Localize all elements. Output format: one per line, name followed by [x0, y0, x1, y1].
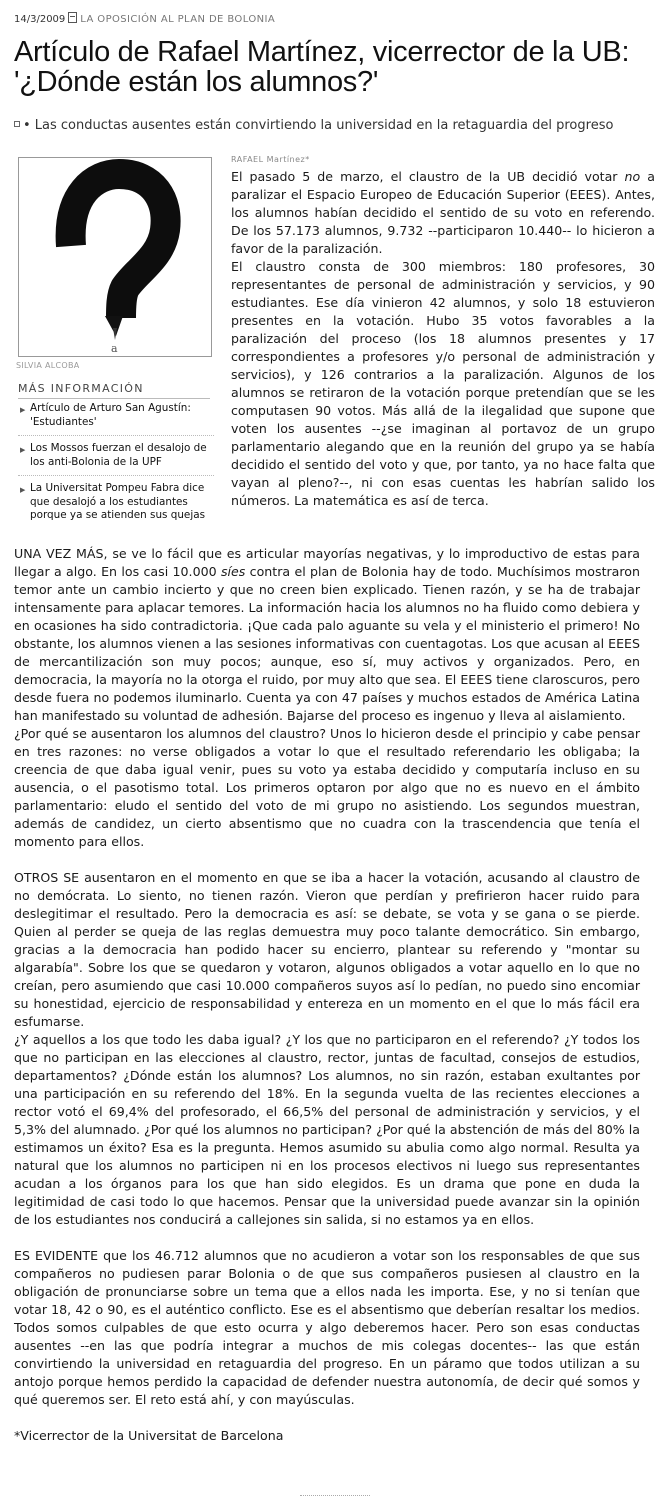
lead-paragraph-2: El claustro consta de 300 miembros: 180 profesores, 30 representantes de personal de administración y servicios, y 90 estudiantes. Ese día vinieron 42 alumnos, y solo 18 estuvieron presentes en la votación. Hubo 35 votos favorables a la paralización del proceso (los 18 alumnos presentes y 17 correspondientes a profesores y/o personal de administración y servicios), y 126 contrarios a la paralización. Algunos de los alumnos se retiraron de la votación porque pretendían que se les computasen 90 votos. Más allá de la ilegalidad que supone que voten los ausentes --¿se imaginan al portavoz de un grupo parlamentario alegando que en la reunión del grupo ya se había decidido el sentido del voto y que, por tanto, ya no hace falta que vayan al pleno?--, ni con esas cuentas les habrían salido los números. La matemática es así de terca.	[231, 259, 655, 508]
publication-date: 14/3/2009	[14, 14, 66, 25]
author-byline: RAFAEL Martínez*	[231, 155, 310, 164]
more-info-item[interactable]	[18, 482, 214, 529]
photo-credit: SILVIA ALCOBA	[16, 361, 80, 370]
subtitle-bullet-icon	[14, 121, 20, 127]
arrow-right-icon: ▶	[20, 446, 26, 454]
lead-text	[231, 168, 655, 510]
body-paragraph-5: ES EVIDENTE que los 46.712 alumnos que no acudieron a votar son los responsables de que sus compañeros no pudiesen parar Bolonia o de que sus compañeros pusiesen al claustro en la obligación de pronunciarse sobre un tema que a ellos nada les importa. Ese, y no si tenían que votar 18, 42 o 90, es el auténtico conflicto. Ese es el absentismo que deberían resaltar los medios. Todos somos culpables de que esto ocurra y algo deberemos hacer. Pero son esas conductas ausentes --en las que podría integrar a muchos de mis colegas docentes-- las que están convirtiendo la universidad en retaguardia del progreso. En un páramo que todos utilizan a su antojo porque hemos perdido la capacidad de defender nuestra autonomía, de decir qué somos y qué queremos ser. El reto está ahí, y con mayúsculas.	[14, 1248, 640, 1407]
article-subtitle	[14, 118, 613, 133]
question-mark-pencil-illustration	[19, 158, 211, 356]
article-meta	[14, 12, 275, 25]
article-photo[interactable]	[18, 157, 212, 357]
arrow-right-icon: ▶	[20, 406, 26, 414]
more-info-heading: MÁS INFORMACIÓN	[18, 382, 210, 399]
body-p1-after: contra el plan de Bolonia hay de todo. Muchísimos mostraron temor ante un cambio incierto y que no creen bien explicado. Tienen razón, y se ha de trabajar intensamente para aplacar temores. La información hacia los alumnos no ha fluido como debiera y en ocasiones ha sido contradictoria. ¡Que cada palo aguante su vela y el ministerio el primero! No obstante, los alumnos vienen a las sesiones informativas con cuentagotas. Los que acusan al EEES de mercantilización son muy pocos; aunque, eso sí, muy activos y organizados. Pero, en democracia, la mayoría no la otorga el ruido, por muy alto que sea. El EEES tiene claroscuros, pero desde fuera no podemos iluminarlo. Cuenta ya con 47 países y muchos estados de América Latina han manifestado su voluntad de adhesión. Bajarse del proceso es ingenuo y lleva al aislamiento.	[14, 564, 640, 723]
more-info-link[interactable]: Los Mossos fuerzan el desalojo de los anti-Bolonia de la UPF	[30, 442, 207, 468]
lead-emphasis: no	[624, 169, 641, 184]
body-p1-before: UNA VEZ MÁS, se ve lo fácil que es articular mayorías negativas, y lo improductivo de estas para llegar a algo. En los casi 10.000	[14, 546, 640, 579]
body-p1-emphasis: síes	[220, 564, 246, 579]
body-paragraph-2: ¿Por qué se ausentaron los alumnos del claustro? Unos lo hicieron desde el principio y cabe pensar en tres razones: no verse obligados a votar lo que el resultado referendario les obligaba; la creencia de que daba igual venir, pues su voto ya estaba decidido y computaría incluso en su ausencia, o el pasotismo total. Los primeros optaron por algo que no es nuevo en el ámbito parlamentario: eludo el sentido del voto de mi grupo no asistiendo. Los segundos muestran, además de candidez, un cierto absentismo que no cuadra con la trascendencia que tenía el momento para ellos.	[14, 726, 640, 849]
lead-text-before: El pasado 5 de marzo, el claustro de la UB decidió votar	[231, 169, 625, 184]
body-paragraph-1	[14, 545, 640, 725]
section-label[interactable]: LA OPOSICIÓN AL PLAN DE BOLONIA	[80, 14, 276, 25]
arrow-right-icon: ▶	[20, 486, 26, 494]
document-icon	[68, 12, 77, 23]
page-divider	[300, 1495, 370, 1496]
body-paragraph-3: OTROS SE ausentaron en el momento en que se iba a hacer la votación, acusando al claustro de no demócrata. Lo siento, no tienen razón. Vieron que perdían y prefirieron hacer ruido para deslegitimar el resultado. Pero la democracia es así: se debate, se vota y se gana o se pierde. Quien al perder se queja de las reglas demuestra muy poco talante democrático. Sin embargo, gracias a la democracia han podido hacer su encierro, plantear su referendo y "montar su algarabía". Sobre los que se quedaron y votaron, algunos obligados a votar aquello en lo que no creían, pero asumiendo que casi 10.000 compañeros suyos así lo pedían, no puedo sino encomiar su honestidad, ejercicio de responsabilidad y entereza en un momento en el que lo más fácil era esfumarse.	[14, 870, 640, 1029]
article-title: Artículo de Rafael Martínez, vicerrector de la UB: '¿Dónde están los alumnos?'	[14, 36, 630, 98]
body-paragraph-4: ¿Y aquellos a los que todo les daba igual? ¿Y los que no participaron en el referendo? ¿Y todos los que no participan en las elecciones al claustro, rector, juntas de facultad, consejos de estudios, departamentos? ¿Dónde están los alumnos? Los alumnos, no sin razón, estaban exultantes por una participación en su referendo del 18%. En la segunda vuelta de las recientes elecciones a rector votó el 69,4% del profesorado, el 66,5% del personal de administración y servicios, y el 5,3% del alumnado. ¿Por qué los alumnos no participan? ¿Por qué la abstención de más del 80% la estimamos un éxito? Esa es la pregunta. Hemos asumido su abulia como algo normal. Resulta ya natural que los alumnos no participen ni en los procesos electivos ni luego sus representantes acudan a los órganos para los que han sido elegidos. Es un drama que pone en duda la legitimidad de casi todo lo que hacemos. Pensar que la universidad puede avanzar sin la opinión de los estudiantes nos conducirá a callejones sin salida, si no estamos ya en ellos.	[14, 1032, 640, 1227]
more-info-item[interactable]	[18, 402, 214, 436]
subtitle-text: • Las conductas ausentes están convirtiendo la universidad en la retaguardia del progreso	[23, 118, 614, 133]
footnote: *Vicerrector de la Universitat de Barcelona	[14, 1428, 284, 1443]
more-info-list	[18, 402, 214, 535]
article-body	[14, 545, 640, 1445]
photo-signature: a	[111, 342, 118, 355]
more-info-link[interactable]: Artículo de Arturo San Agustín: 'Estudiantes'	[30, 402, 191, 428]
more-info-link[interactable]: La Universitat Pompeu Fabra dice que desalojó a los estudiantes porque ya se atienden sus quejas	[30, 482, 205, 521]
more-info-item[interactable]	[18, 442, 214, 476]
lead-paragraph-1	[231, 168, 655, 258]
lead-text-after: a paralizar el Espacio Europeo de Educación Superior (EEES). Antes, los alumnos habían decidido el sentido de su voto en referendo. De los 57.173 alumnos, 9.732 --participaron 10.440-- lo hicieron a favor de la paralización.	[231, 169, 655, 256]
